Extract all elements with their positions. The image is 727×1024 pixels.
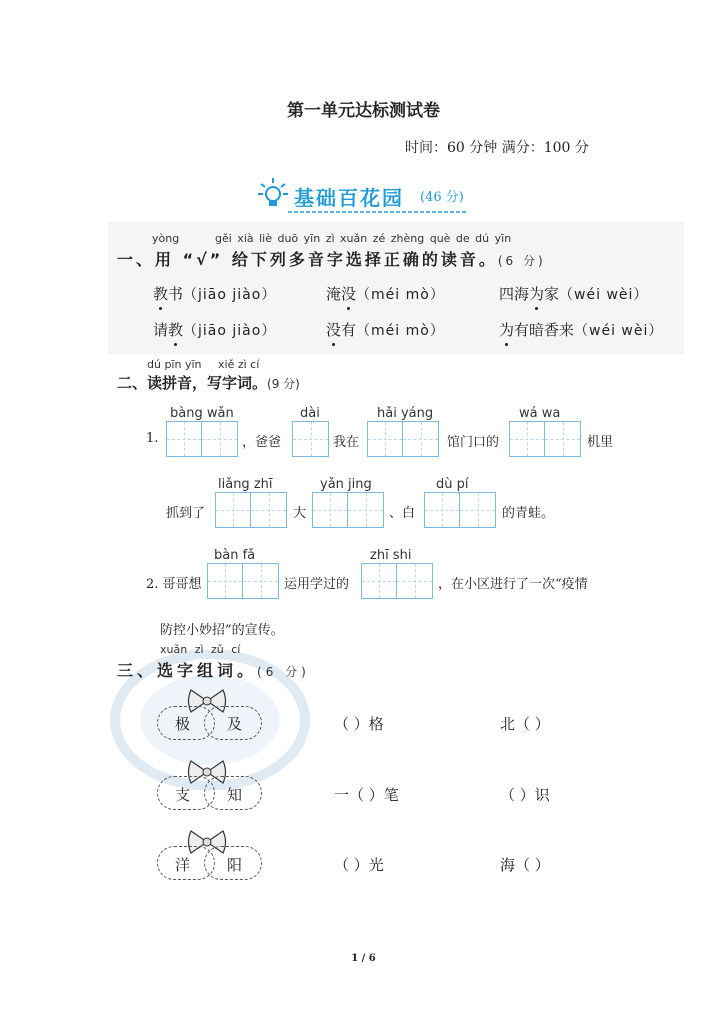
item-1-5: 没有（méi mò）: [326, 321, 445, 339]
choice-char: 阳: [227, 856, 243, 874]
q2-text-1: 2. 哥哥想: [146, 577, 202, 592]
pinyin-zhishi: zhī shi: [370, 548, 412, 563]
pinyin-wawa: wá wa: [519, 406, 561, 421]
q1-number: 1.: [146, 431, 159, 446]
section-banner: 基础百花园: [294, 186, 404, 210]
pinyin-heading-2b: xiě zì cí: [218, 358, 260, 371]
write-grid-haiyang[interactable]: [367, 421, 439, 457]
item-1-3: 四海为家（wéi wèi）: [499, 285, 649, 303]
pinyin-liangzhi: liǎng zhī: [218, 477, 273, 492]
section1-heading: 一、用 “√” 给下列多音字选择正确的读音。(6 分): [117, 250, 546, 269]
fill-blank[interactable]: 海（ ）: [500, 856, 550, 874]
item-1-4: 请教（jiāo jiào）: [153, 321, 277, 339]
item-1-2: 淹没（méi mò）: [326, 285, 445, 303]
q1-text-1: ，爸爸: [242, 435, 282, 450]
fill-blank[interactable]: 北（ ）: [500, 715, 550, 733]
write-grid-yanjing[interactable]: [312, 492, 384, 528]
section2-heading: 二、读拼音，写字词。(9 分): [117, 374, 300, 392]
fill-blank[interactable]: 一（ ）笔: [334, 786, 399, 804]
pinyin-heading-3: xuǎn zì zǔ cí: [160, 643, 241, 656]
write-grid-liangzhi[interactable]: [215, 492, 287, 528]
section-banner-score: (46 分): [420, 190, 464, 205]
page-number: 1 / 6: [351, 953, 376, 964]
write-grid-dai[interactable]: [292, 421, 329, 457]
q2-text-2: 运用学过的: [284, 577, 350, 592]
write-grid-zhishi[interactable]: [361, 563, 433, 599]
q1-text-2: 我在: [333, 435, 360, 450]
pinyin-dupi: dù pí: [436, 477, 469, 492]
q2-text-4: 防控小妙招”的宣传。: [160, 623, 284, 638]
section3-heading: 三、选字组词。(6 分): [117, 661, 310, 680]
pinyin-bangwan: bàng wǎn: [170, 406, 234, 421]
fill-blank[interactable]: （ ）识: [500, 786, 550, 804]
q1-text-4: 机里: [587, 435, 614, 450]
exam-info: 时间：60 分钟 满分：100 分: [405, 140, 589, 156]
write-grid-wawa[interactable]: [509, 421, 581, 457]
page-title: 第一单元达标测试卷: [287, 101, 440, 121]
write-grid-banfa[interactable]: [207, 563, 279, 599]
banner-underline: [288, 210, 468, 214]
q1-text-3: 馆门口的: [447, 435, 500, 450]
q2-text-3: ，在小区进行了一次“疫情: [438, 577, 588, 592]
pinyin-yanjing: yǎn jing: [320, 477, 372, 492]
item-1-6: 为有暗香来（wéi wèi）: [499, 321, 664, 339]
item-1-1: 教书（jiāo jiào）: [153, 285, 277, 303]
q1-text-7: 、白: [389, 506, 416, 521]
q1-text-8: 的青蛙。: [502, 506, 555, 521]
choice-char: 知: [227, 786, 243, 804]
pinyin-banfa: bàn fǎ: [214, 548, 256, 563]
pinyin-haiyang: hǎi yáng: [377, 406, 434, 421]
pinyin-heading-2a: dú pīn yīn: [147, 358, 202, 371]
choice-char: 支: [175, 786, 191, 804]
write-grid-dupi[interactable]: [424, 492, 496, 528]
fill-blank[interactable]: （ ）光: [334, 856, 384, 874]
choice-char: 及: [227, 715, 243, 733]
choice-char: 极: [175, 715, 191, 733]
choice-char: 洋: [175, 856, 191, 874]
q1-text-5: 抓到了: [166, 506, 206, 521]
pinyin-dai: dài: [300, 406, 320, 421]
fill-blank[interactable]: （ ）格: [334, 715, 384, 733]
pinyin-heading-1a: yòng: [152, 232, 180, 245]
write-grid-bangwan[interactable]: [166, 421, 238, 457]
lightbulb-icon: [258, 176, 288, 212]
q1-text-6: 大: [293, 506, 307, 521]
pinyin-heading-1b: gěi xià liè duō yīn zì xuǎn zé zhèng què de dú yīn: [215, 232, 512, 245]
